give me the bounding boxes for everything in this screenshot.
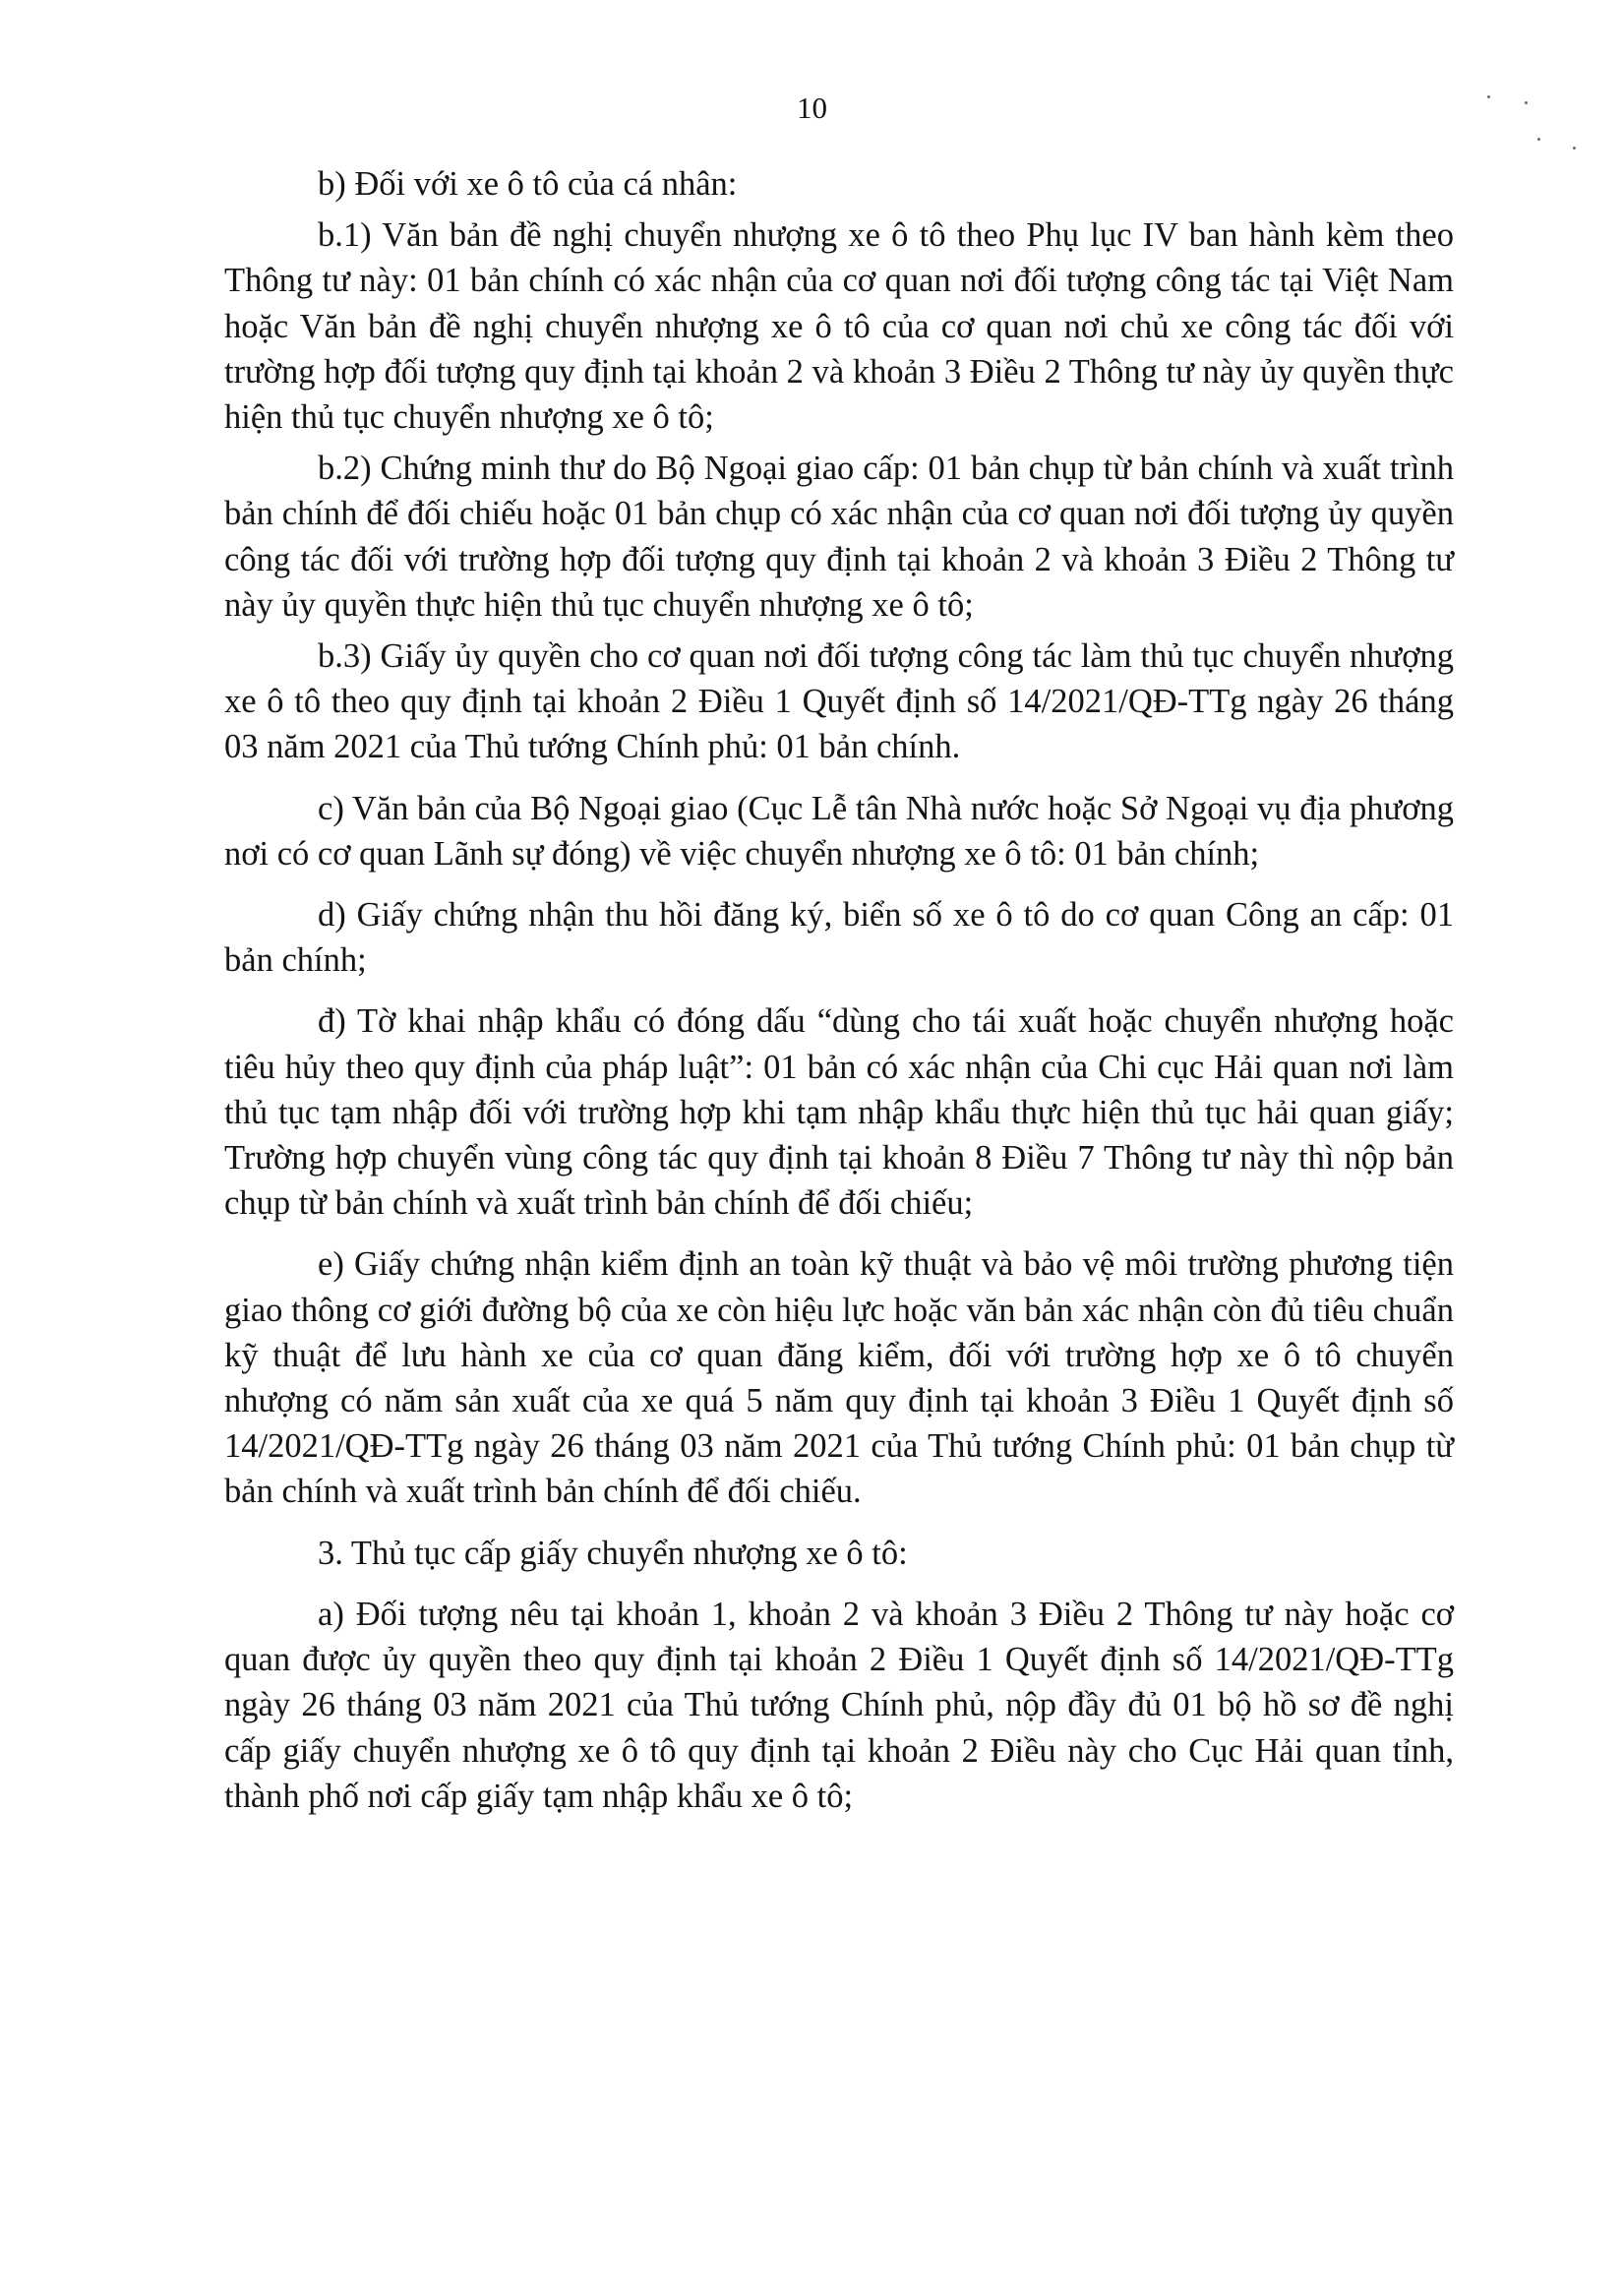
paragraph-c: c) Văn bản của Bộ Ngoại giao (Cục Lễ tân Nhà nước hoặc Sở Ngoại vụ địa phương nơi có cơ quan Lãnh sự đóng) về việc chuyển nhượng xe ô tô: 01 bản chính; — [224, 789, 1454, 873]
scan-speck — [1537, 138, 1540, 141]
scan-speck — [1573, 147, 1576, 150]
paragraph-e: e) Giấy chứng nhận kiểm định an toàn kỹ thuật và bảo vệ môi trường phương tiện giao thông cơ giới đường bộ của xe còn hiệu lực hoặc văn bản xác nhận còn đủ tiêu chuẩn kỹ thuật để lưu hành xe của cơ quan đăng kiểm, đối với trường hợp xe ô tô chuyển nhượng có năm sản xuất của xe quá 5 năm quy định tại khoản 3 Điều 1 Quyết định số 14/2021/QĐ-TTg ngày 26 tháng 03 năm 2021 của Thủ tướng Chính phủ: 01 bản chụp từ bản chính và xuất trình bản chính để đối chiếu. — [224, 1245, 1454, 1511]
page-number: 10 — [797, 91, 827, 125]
paragraph-d: d) Giấy chứng nhận thu hồi đăng ký, biển số xe ô tô do cơ quan Công an cấp: 01 bản chính; — [224, 896, 1454, 980]
paragraph-b3: b.3) Giấy ủy quyền cho cơ quan nơi đối tượng công tác làm thủ tục chuyển nhượng xe ô tô theo quy định tại khoản 2 Điều 1 Quyết định số 14/2021/QĐ-TTg ngày 26 tháng 03 năm 2021 của Thủ tướng Chính phủ: 01 bản chính. — [224, 637, 1454, 766]
paragraph-3a: a) Đối tượng nêu tại khoản 1, khoản 2 và khoản 3 Điều 2 Thông tư này hoặc cơ quan được ủy quyền theo quy định tại khoản 2 Điều 1 Quyết định số 14/2021/QĐ-TTg ngày 26 tháng 03 năm 2021 của Thủ tướng Chính phủ, nộp đầy đủ 01 bộ hồ sơ đề nghị cấp giấy chuyển nhượng xe ô tô quy định tại khoản 2 Điều này cho Cục Hải quan tỉnh, thành phố nơi cấp giấy tạm nhập khẩu xe ô tô; — [224, 1595, 1454, 1815]
paragraph-dd: đ) Tờ khai nhập khẩu có đóng dấu “dùng cho tái xuất hoặc chuyển nhượng hoặc tiêu hủy theo quy định của pháp luật”: 01 bản có xác nhận của Chi cục Hải quan nơi làm thủ tục tạm nhập đối với trường hợp khi tạm nhập khẩu thực hiện thủ tục hải quan giấy; Trường hợp chuyển vùng công tác quy định tại khoản 8 Điều 7 Thông tư này thì nộp bản chụp từ bản chính và xuất trình bản chính để đối chiếu; — [224, 1002, 1454, 1223]
paragraph-b: b) Đối với xe ô tô của cá nhân: — [318, 165, 738, 203]
paragraph-b2: b.2) Chứng minh thư do Bộ Ngoại giao cấp: 01 bản chụp từ bản chính và xuất trình bản chính để đối chiếu hoặc 01 bản chụp có xác nhận của cơ quan nơi đối tượng ủy quyền công tác đối với trường hợp đối tượng quy định tại khoản 2 và khoản 3 Điều 2 Thông tư này ủy quyền thực hiện thủ tục chuyển nhượng xe ô tô; — [224, 450, 1454, 624]
scan-speck — [1487, 95, 1490, 98]
scan-speck — [1525, 101, 1528, 104]
paragraph-b1: b.1) Văn bản đề nghị chuyển nhượng xe ô tô theo Phụ lục IV ban hành kèm theo Thông tư này: 01 bản chính có xác nhận của cơ quan nơi đối tượng công tác tại Việt Nam hoặc Văn bản đề nghị chuyển nhượng xe ô tô của cơ quan nơi chủ xe công tác đối với trường hợp đối tượng quy định tại khoản 2 và khoản 3 Điều 2 Thông tư này ủy quyền thực hiện thủ tục chuyển nhượng xe ô tô; — [224, 216, 1454, 437]
paragraph-3: 3. Thủ tục cấp giấy chuyển nhượng xe ô tô: — [318, 1534, 908, 1572]
document-body — [224, 161, 1454, 1819]
